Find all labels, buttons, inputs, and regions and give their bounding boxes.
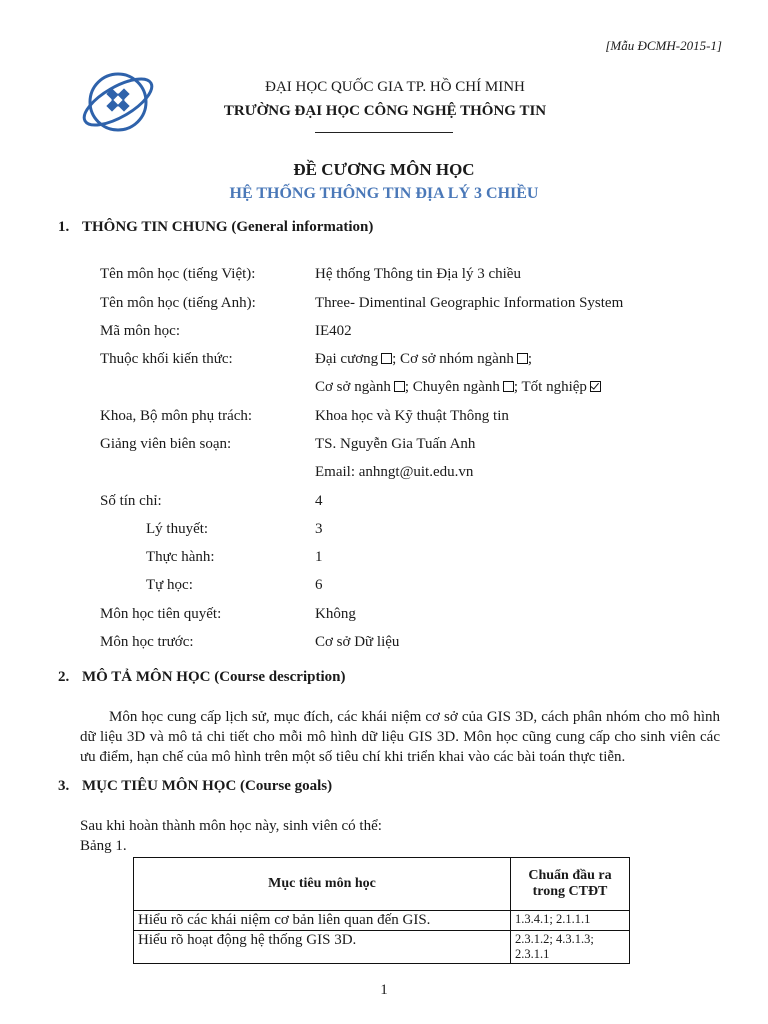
block-grad-checkbox[interactable] bbox=[590, 381, 601, 392]
section-1-heading bbox=[58, 219, 373, 236]
theory-value: 3 bbox=[315, 521, 323, 537]
theory-label: Lý thuyết: bbox=[146, 521, 209, 537]
name-vi-value: Hệ thống Thông tin Địa lý 3 chiều bbox=[315, 266, 521, 282]
knowledge-block-label: Thuộc khối kiến thức: bbox=[100, 351, 233, 367]
section-2-title: MÔ TẢ MÔN HỌC (Course description) bbox=[82, 669, 346, 685]
section-1-number: 1. bbox=[58, 219, 70, 235]
self-study-value: 6 bbox=[315, 577, 323, 593]
prior-course-label: Môn học trước: bbox=[100, 634, 194, 650]
header-divider bbox=[315, 132, 453, 133]
section-1-title: THÔNG TIN CHUNG (General information) bbox=[82, 219, 374, 235]
section-2-heading bbox=[58, 669, 345, 686]
section-3-heading bbox=[58, 778, 332, 795]
goals-col-header: Mục tiêu môn học bbox=[134, 858, 511, 911]
name-vi-label: Tên môn học (tiếng Việt): bbox=[100, 266, 256, 282]
goal-cell: Hiểu rõ các khái niệm cơ bản liên quan đến GIS. bbox=[134, 911, 511, 931]
name-en-label: Tên môn học (tiếng Anh): bbox=[100, 295, 256, 311]
goals-table bbox=[133, 857, 630, 964]
credits-value: 4 bbox=[315, 493, 323, 509]
goals-table-header bbox=[134, 858, 630, 911]
block-group-label: ; Cơ sở nhóm ngành bbox=[392, 351, 514, 367]
knowledge-block-row-2 bbox=[315, 379, 601, 396]
lecturer-label: Giảng viên biên soạn: bbox=[100, 436, 232, 452]
block-special-label: ; Chuyên ngành bbox=[404, 379, 500, 395]
block-group-end: ; bbox=[527, 351, 533, 367]
lecturer-email[interactable]: Email: anhngt@uit.edu.vn bbox=[315, 464, 474, 480]
block-major-checkbox[interactable] bbox=[394, 381, 405, 392]
department-label: Khoa, Bộ môn phụ trách: bbox=[100, 408, 253, 424]
form-code: [Mẫu ĐCMH-2015-1] bbox=[605, 38, 722, 53]
goal-cell: Hiểu rõ hoạt động hệ thống GIS 3D. bbox=[134, 931, 511, 964]
course-code-label: Mã môn học: bbox=[100, 323, 180, 339]
block-general-checkbox[interactable] bbox=[381, 353, 392, 364]
block-grad-label: ; Tốt nghiệp bbox=[513, 379, 587, 395]
prior-course-value: Cơ sở Dữ liệu bbox=[315, 634, 400, 650]
practice-value: 1 bbox=[315, 549, 323, 565]
course-code-value: IE402 bbox=[315, 323, 352, 339]
block-general-label: Đại cương bbox=[315, 351, 379, 367]
knowledge-block-row-1 bbox=[315, 351, 532, 368]
section-2-number: 2. bbox=[58, 669, 70, 685]
block-special-checkbox[interactable] bbox=[503, 381, 514, 392]
prerequisite-label: Môn học tiên quyết: bbox=[100, 606, 222, 622]
section-3-number: 3. bbox=[58, 778, 70, 794]
outcome-header-line-1: Chuẩn đầu ra bbox=[528, 868, 612, 883]
page-number: 1 bbox=[380, 982, 388, 998]
document-subtitle: HỆ THỐNG THÔNG TIN ĐỊA LÝ 3 CHIỀU bbox=[229, 185, 539, 202]
university-name: ĐẠI HỌC QUỐC GIA TP. HỒ CHÍ MINH bbox=[265, 79, 525, 95]
course-description: Môn học cung cấp lịch sử, mục đích, các khái niệm cơ sở của GIS 3D, cách phân nhóm cho mô hình dữ liệu 3D và mô tả chi tiết cho mỗi mô hình dữ liệu GIS 3D. Môn học cũng cung cấp cho sinh viên các ưu điểm, hạn chế của mô hình trên một số tiêu chí khi triển khai vào các bài toán thực tiễn. bbox=[80, 709, 720, 765]
block-major-label: Cơ sở ngành bbox=[315, 379, 391, 395]
block-group-checkbox[interactable] bbox=[517, 353, 528, 364]
outcome-cell: 1.3.4.1; 2.1.1.1 bbox=[511, 911, 630, 931]
credits-label: Số tín chỉ: bbox=[100, 493, 162, 509]
self-study-label: Tự học: bbox=[146, 577, 193, 593]
outcome-col-header bbox=[511, 858, 630, 911]
document-title: ĐỀ CƯƠNG MÔN HỌC bbox=[293, 160, 475, 179]
table-caption: Bảng 1. bbox=[80, 838, 127, 854]
table-row bbox=[134, 911, 630, 931]
department-value: Khoa học và Kỹ thuật Thông tin bbox=[315, 408, 509, 424]
outcome-header-line-2: trong CTĐT bbox=[532, 884, 608, 899]
school-name: TRƯỜNG ĐẠI HỌC CÔNG NGHỆ THÔNG TIN bbox=[223, 103, 547, 119]
table-row bbox=[134, 931, 630, 964]
prerequisite-value: Không bbox=[315, 606, 356, 622]
outcome-cell: 2.3.1.2; 4.3.1.3; 2.3.1.1 bbox=[511, 931, 630, 964]
name-en-value: Three- Dimentinal Geographic Information System bbox=[315, 295, 624, 311]
section-3-title: MỤC TIÊU MÔN HỌC (Course goals) bbox=[82, 778, 333, 794]
practice-label: Thực hành: bbox=[146, 549, 215, 565]
lecturer-value: TS. Nguyễn Gia Tuấn Anh bbox=[315, 436, 476, 452]
university-logo bbox=[78, 62, 158, 138]
goals-intro: Sau khi hoàn thành môn học này, sinh viên có thể: bbox=[80, 818, 382, 834]
